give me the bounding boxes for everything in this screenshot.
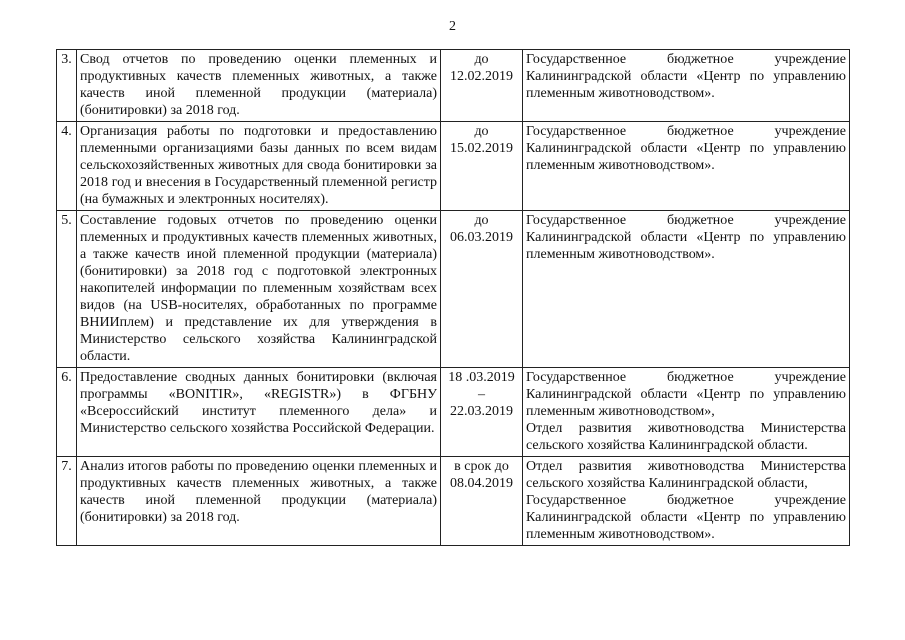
deadline-line: 08.04.2019	[450, 476, 513, 491]
responsible-line: Отдел развития животноводства Министерства сельского хозяйства Калининградской области.	[526, 421, 846, 453]
task-cell: Свод отчетов по проведению оценки племенных и продуктивных качеств племенных животных, а также качеств иной племенной продукции (материала) (бонитировки) за 2018 год.	[77, 50, 441, 122]
deadline-line: 22.03.2019	[450, 404, 513, 419]
row-number: 6.	[57, 368, 77, 457]
task-cell: Организация работы по подготовки и предоставлению племенными организациями базы данных по всем видам сельскохозяйственных животных для свода бонитировки за 2018 год и внесения в Государственный племенной регистр (на бумажных и электронных носителях).	[77, 122, 441, 211]
responsible-line: Государственное бюджетное учреждение Калининградской области «Центр по управлению племенным животноводством».	[526, 213, 846, 262]
task-cell: Предоставление сводных данных бонитировки (включая программы «BONITIR», «REGISTR») в ФГБНУ «Всероссийский институт племенного дела» и Министерство сельского хозяйства Российской Федерации.	[77, 368, 441, 457]
table-row	[57, 122, 850, 211]
deadline-cell	[441, 457, 523, 546]
deadline-cell	[441, 368, 523, 457]
deadline-cell	[441, 211, 523, 368]
responsible-line: Государственное бюджетное учреждение Калининградской области «Центр по управлению племенным животноводством».	[526, 493, 846, 542]
row-number: 4.	[57, 122, 77, 211]
deadline-cell	[441, 122, 523, 211]
page-number: 2	[449, 19, 456, 34]
task-cell: Составление годовых отчетов по проведению оценки племенных и продуктивных качеств племенных животных, а также качеств иной племенной продукции (материала) (бонитировки) за 2018 год с подготовкой электронных накопителей информации по племенным хозяйствам всех видов (на USB-носителях, обработанных по программе ВНИИплем) и представление их для утверждения в Министерство сельского хозяйства Калининградской области.	[77, 211, 441, 368]
plan-table	[56, 49, 850, 546]
deadline-line: до	[474, 213, 489, 228]
responsible-line: Государственное бюджетное учреждение Калининградской области «Центр по управлению племенным животноводством».	[526, 124, 846, 173]
deadline-line: до	[474, 52, 489, 67]
row-number: 3.	[57, 50, 77, 122]
deadline-line: до	[474, 124, 489, 139]
responsible-cell	[523, 368, 850, 457]
deadline-line: 06.03.2019	[450, 230, 513, 245]
row-number: 7.	[57, 457, 77, 546]
responsible-cell	[523, 50, 850, 122]
row-number: 5.	[57, 211, 77, 368]
responsible-line: Отдел развития животноводства Министерства сельского хозяйства Калининградской области,	[526, 459, 846, 491]
table-row	[57, 368, 850, 457]
responsible-line: Государственное бюджетное учреждение Калининградской области «Центр по управлению племенным животноводством»,	[526, 370, 846, 419]
responsible-cell	[523, 457, 850, 546]
deadline-line: 18 .03.2019	[448, 370, 515, 385]
table-row	[57, 457, 850, 546]
deadline-line: 15.02.2019	[450, 141, 513, 156]
responsible-line: Государственное бюджетное учреждение Калининградской области «Центр по управлению племенным животноводством».	[526, 52, 846, 101]
responsible-cell	[523, 122, 850, 211]
task-cell: Анализ итогов работы по проведению оценки племенных и продуктивных качеств племенных животных, а также качеств иной племенной продукции (материала) (бонитировки) за 2018 год.	[77, 457, 441, 546]
deadline-line: 12.02.2019	[450, 69, 513, 84]
table-row	[57, 211, 850, 368]
table-row	[57, 50, 850, 122]
deadline-line: в срок до	[454, 459, 509, 474]
responsible-cell	[523, 211, 850, 368]
deadline-cell	[441, 50, 523, 122]
deadline-line: –	[478, 387, 485, 402]
